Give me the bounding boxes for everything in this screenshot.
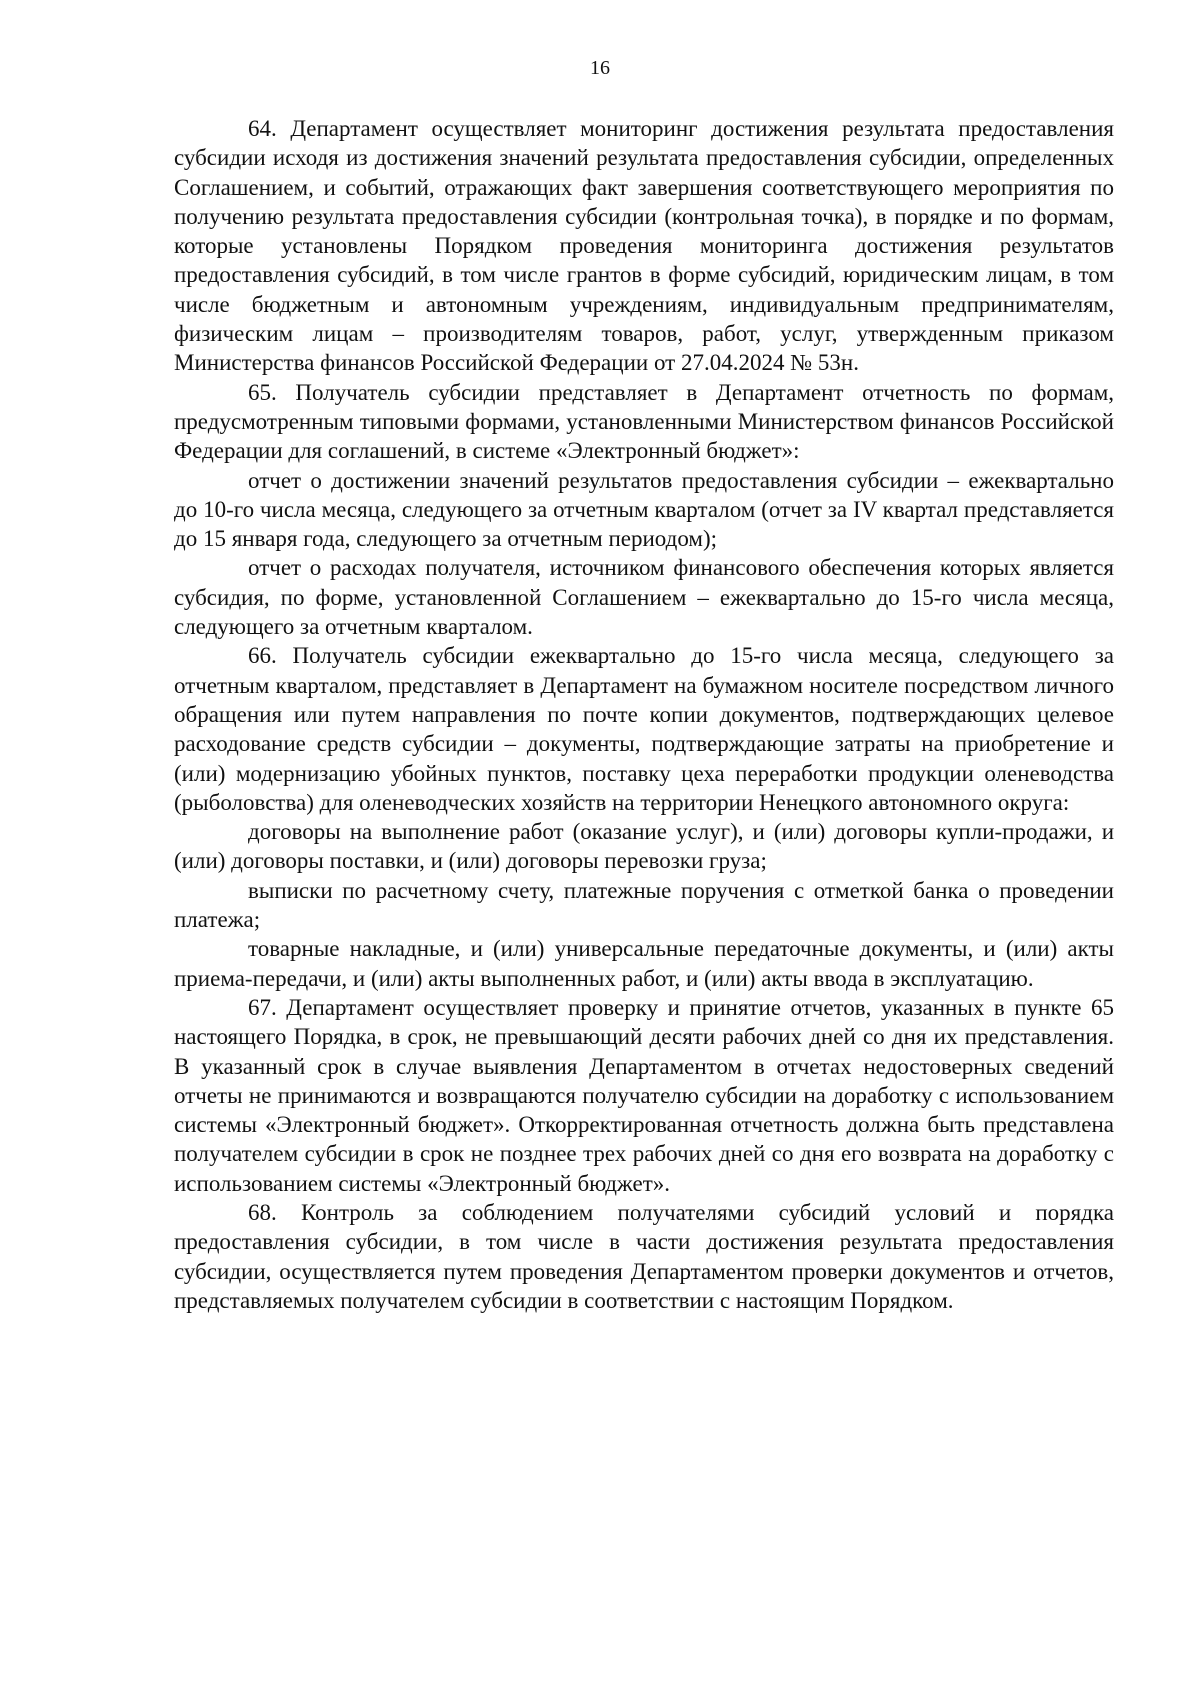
paragraph-67: 67. Департамент осуществляет проверку и принятие отчетов, указанных в пункте 65 настоящего Порядка, в срок, не превышающий десяти рабочих дней со дня их представления. В указанный срок в случае выявления Департаментом в отчетах недостоверных сведений отчеты не принимаются и возвращаются получателю субсидии на доработку с использованием системы «Электронный бюджет». Откорректированная отчетность должна быть представлена получателем субсидии в срок не позднее трех рабочих дней со дня его возврата на доработку с использованием системы «Электронный бюджет». xyxy=(174,994,1114,1196)
paragraph-68: 68. Контроль за соблюдением получателями субсидий условий и порядка предоставления субсидии, в том числе в части достижения результата предоставления субсидии, осуществляется путем проведения Департаментом проверки документов и отчетов, представляемых получателем субсидии в соответствии с настоящим Порядком. xyxy=(174,1199,1114,1313)
page-number: 16 xyxy=(590,57,610,79)
paragraph-66: 66. Получатель субсидии ежеквартально до 15-го числа месяца, следующего за отчетным кварталом, представляет в Департамент на бумажном носителе посредством личного обращения или путем направления по почте копии документов, подтверждающих целевое расходование средств субсидии – документы, подтверждающие затраты на приобретение и (или) модернизацию убойных пунктов, поставку цеха переработки продукции оленеводства (рыболовства) для оленеводческих хозяйств на территории Ненецкого автономного округа: xyxy=(174,643,1114,815)
paragraph-66-item-2: выписки по расчетному счету, платежные поручения с отметкой банка о проведении платежа; xyxy=(174,877,1114,933)
paragraph-66-item-1: договоры на выполнение работ (оказание услуг), и (или) договоры купли-продажи, и (или) договоры поставки, и (или) договоры перевозки груза; xyxy=(174,819,1114,874)
document-body xyxy=(174,114,1114,1315)
paragraph-65-item-2: отчет о расходах получателя, источником финансового обеспечения которых является субсидия, по форме, установленной Соглашением – ежеквартально до 15-го числа месяца, следующего за отчетным кварталом. xyxy=(174,555,1114,640)
paragraph-65: 65. Получатель субсидии представляет в Департамент отчетность по формам, предусмотренным типовыми формами, установленными Министерством финансов Российской Федерации для соглашений, в системе «Электронный бюджет»: xyxy=(174,379,1114,464)
paragraph-64: 64. Департамент осуществляет мониторинг достижения результата предоставления субсидии исходя из достижения значений результата предоставления субсидии, определенных Соглашением, и событий, отражающих факт завершения соответствующего мероприятия по получению результата предоставления субсидии (контрольная точка), в порядке и по формам, которые установлены Порядком проведения мониторинга достижения результатов предоставления субсидий, в том числе грантов в форме субсидий, юридическим лицам, в том числе бюджетным и автономным учреждениям, индивидуальным предпринимателям, физическим лицам – производителям товаров, работ, услуг, утвержденным приказом Министерства финансов Российской Федерации от 27.04.2024 № 53н. xyxy=(174,116,1114,376)
paragraph-65-item-1: отчет о достижении значений результатов предоставления субсидии – ежеквартально до 10-го числа месяца, следующего за отчетным кварталом (отчет за IV квартал представляется до 15 января года, следующего за отчетным периодом); xyxy=(174,467,1114,552)
paragraph-66-item-3: товарные накладные, и (или) универсальные передаточные документы, и (или) акты приема-передачи, и (или) акты выполненных работ, и (или) акты ввода в эксплуатацию. xyxy=(174,936,1114,991)
